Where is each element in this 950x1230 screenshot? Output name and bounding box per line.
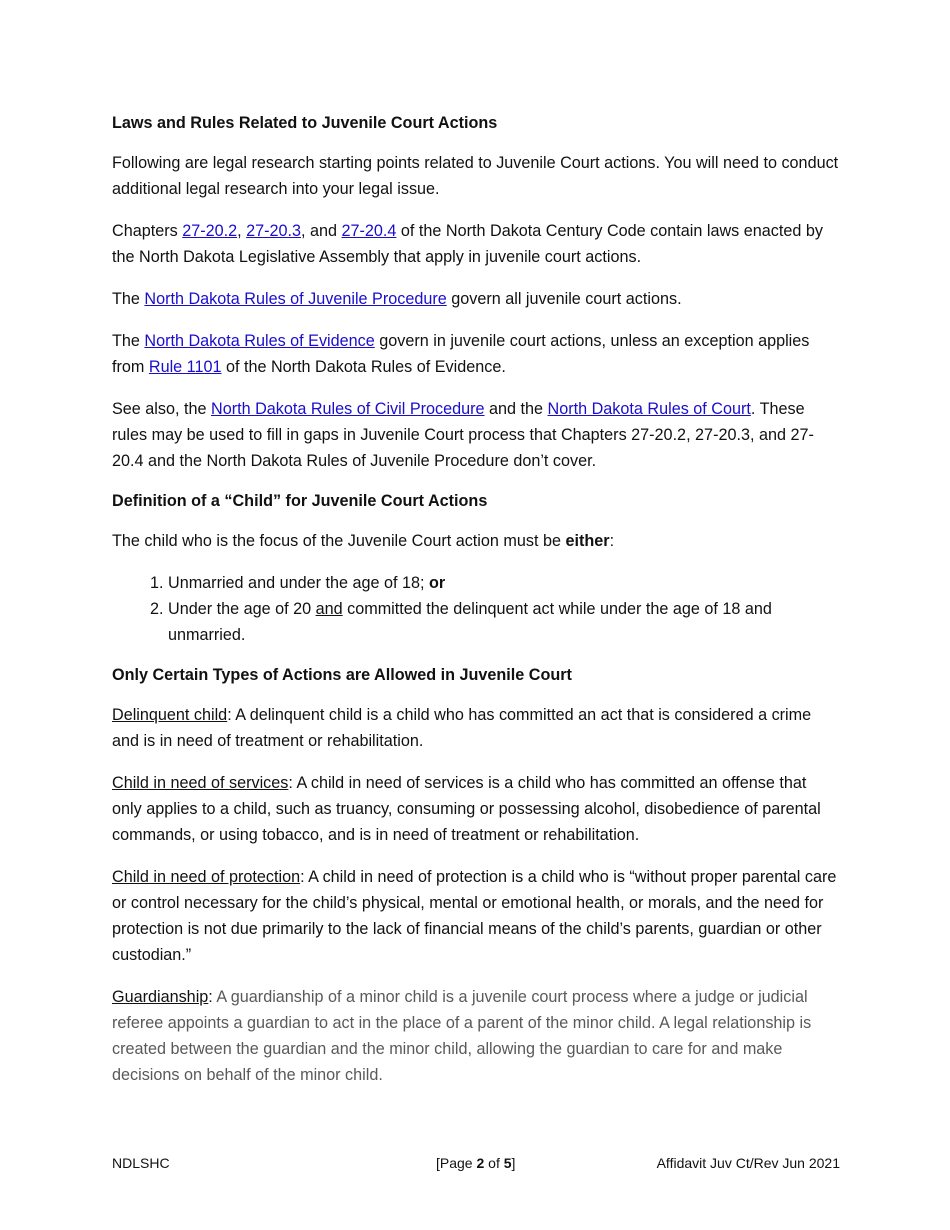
page-indicator: [Page 2 of 5] <box>436 1155 516 1171</box>
juvenile-procedure-paragraph: The North Dakota Rules of Juvenile Procedure govern all juvenile court actions. <box>112 290 682 308</box>
chapter-27-20-4-link[interactable]: 27-20.4 <box>341 222 397 240</box>
list-item: 2. Under the age of 20 and committed the delinquent act while under the age of 18 and unmarried. <box>168 596 840 648</box>
rules-of-evidence-link[interactable]: North Dakota Rules of Evidence <box>144 332 375 350</box>
laws-intro: Following are legal research starting points related to Juvenile Court actions. You will need to conduct additional legal research into your legal issue. <box>112 154 839 198</box>
footer-right: Affidavit Juv Ct/Rev Jun 2021 <box>656 1155 840 1171</box>
rule-1101-link[interactable]: Rule 1101 <box>148 358 222 376</box>
chapters-paragraph: Chapters 27-20.2, 27-20.3, and 27-20.4 of the North Dakota Century Code contain laws enacted by the North Dakota Legislative Assembly that apply in juvenile court actions. <box>112 222 823 266</box>
definition-list <box>112 570 840 648</box>
protection-paragraph: Child in need of protection: A child in need of protection is a child who is “without proper parental care or control necessary for the child’s physical, mental or emotional health, or morals, and the need for protection is not due primarily to the lack of financial means of the child’s parents, guardian or other custodian.” <box>112 868 837 964</box>
laws-heading: Laws and Rules Related to Juvenile Court Actions <box>112 114 498 132</box>
evidence-paragraph: The North Dakota Rules of Evidence govern in juvenile court actions, unless an exception applies from Rule 1101 of the North Dakota Rules of Evidence. <box>112 332 810 376</box>
guardianship-paragraph: Guardianship: A guardianship of a minor child is a juvenile court process where a judge or judicial referee appoints a guardian to act in the place of a parent of the minor child. A legal relationship is created between the guardian and the minor child, allowing the guardian to care for and make decisions on behalf of the minor child. <box>112 988 812 1084</box>
document-page <box>112 112 840 1104</box>
rules-of-court-link[interactable]: North Dakota Rules of Court <box>547 400 751 418</box>
footer-left: NDLSHC <box>112 1155 170 1171</box>
civil-procedure-link[interactable]: North Dakota Rules of Civil Procedure <box>211 400 485 418</box>
chapter-27-20-3-link[interactable]: 27-20.3 <box>246 222 301 240</box>
list-item: 1. Unmarried and under the age of 18; or <box>168 570 840 596</box>
definition-heading: Definition of a “Child” for Juvenile Court Actions <box>112 492 488 510</box>
chapter-27-20-2-link[interactable]: 27-20.2 <box>182 222 238 240</box>
see-also-paragraph: See also, the North Dakota Rules of Civil Procedure and the North Dakota Rules of Court. These rules may be used to fill in gaps in Juvenile Court process that Chapters 27-20.2, 27-20.3, and 27-20.4 and the North Dakota Rules of Juvenile Procedure don’t cover. <box>112 400 814 470</box>
delinquent-paragraph: Delinquent child: A delinquent child is a child who has committed an act that is considered a crime and is in need of treatment or rehabilitation. <box>112 706 812 750</box>
juvenile-procedure-link[interactable]: North Dakota Rules of Juvenile Procedure <box>144 290 447 308</box>
page-footer <box>112 1155 840 1171</box>
services-paragraph: Child in need of services: A child in need of services is a child who has committed an offense that only applies to a child, such as truancy, consuming or possessing alcohol, disobedience of parental commands, or using tobacco, and is in need of treatment or rehabilitation. <box>112 774 821 844</box>
types-heading: Only Certain Types of Actions are Allowed in Juvenile Court <box>112 666 572 684</box>
definition-intro: The child who is the focus of the Juvenile Court action must be either: <box>112 532 615 550</box>
